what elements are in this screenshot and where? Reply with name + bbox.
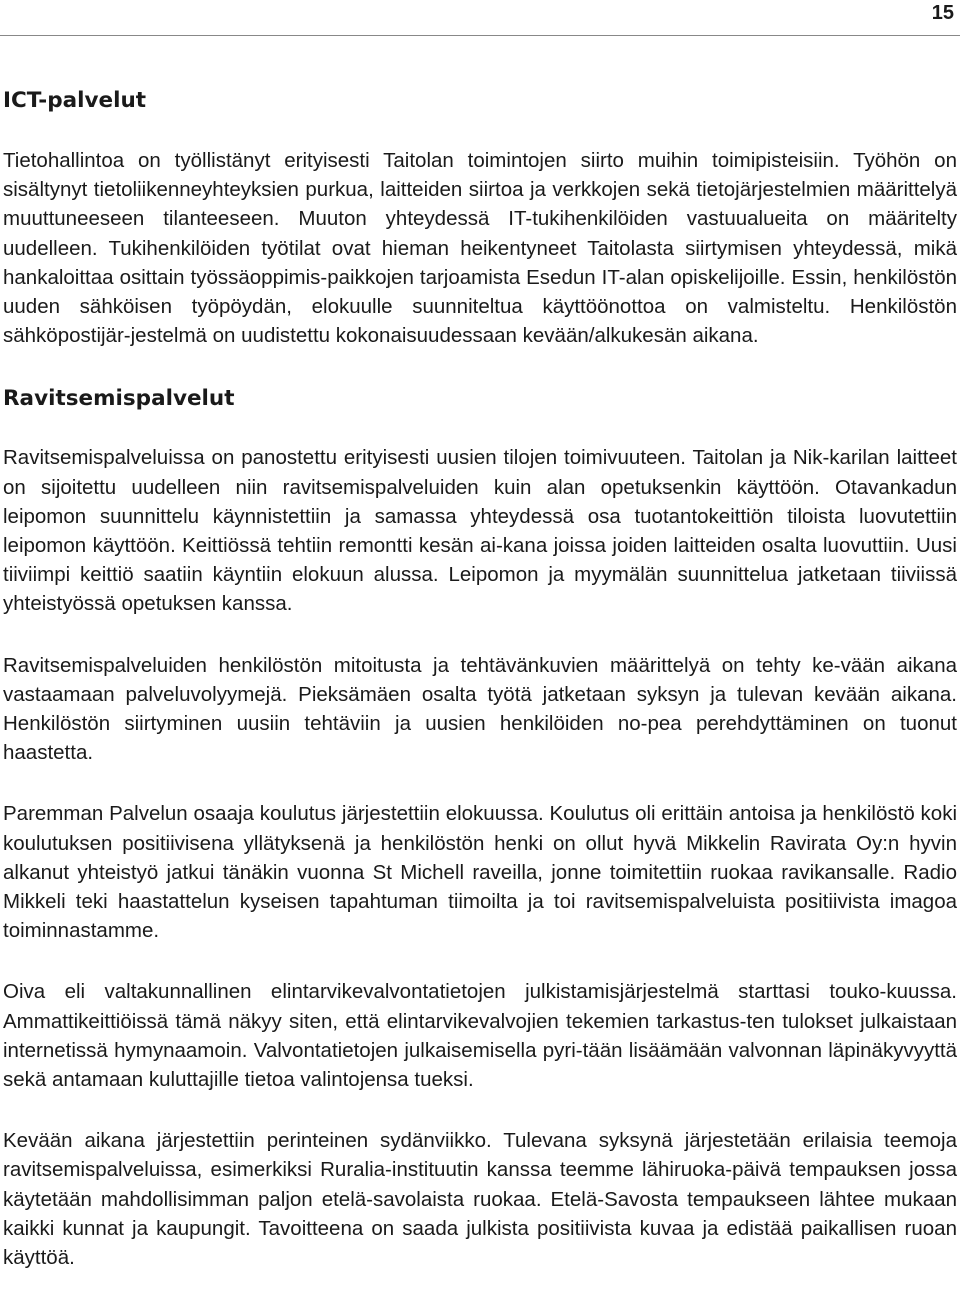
- paragraph: Paremman Palvelun osaaja koulutus järjestettiin elokuussa. Koulutus oli erittäin antoisa ja henkilöstö koki koulutuksen positiivisena yllätyksenä ja henkilöstön henki on ollut hyvä Mikkelin Ravirata Oy:n hyvin alkanut yhteistyö jatkui tänäkin vuonna St Michell raveilla, jonne toimitettiin ruokaa ravikansalle. Radio Mikkeli teki haastattelun kyseisen tapahtuman tiimoilta ja toi ravitsemispalveluista positiivista imagoa toiminnastamme.: [3, 802, 957, 943]
- paragraph: Ravitsemispalveluissa on panostettu erityisesti uusien tilojen toimivuuteen. Taitolan ja Nik-karilan laitteet on sijoitettu uudelleen niin ravitsemispalveluiden kuin alan opetuksenkin käyttöön. Otavankadun leipomon suunnittelu käynnistettiin ja samassa yhteydessä osa tuotantokeittiön tiloista luovutettiin leipomon käyttöön. Keittiössä tehtiin remontti kesän ai-kana joissa joiden laitteiden osalta luovuttiin. Uusi tiiviimpi keittiö saatiin käyntiin elokuun alussa. Leipomon ja myymälän suunnittelua jatketaan tiiviissä yhteistyössä opetuksen kanssa.: [3, 446, 957, 616]
- paragraph: Ravitsemispalveluiden henkilöstön mitoitusta ja tehtävänkuvien määrittelyä on tehty ke-vään aikana vastaamaan palveluvolyymejä. Pieksämäen osalta työtä jatketaan syksyn ja tulevan kevään aikana. Henkilöstön siirtyminen uusiin tehtäviin ja uusien henkilöiden no-pea perehdyttäminen on tuonut haastetta.: [3, 653, 957, 765]
- document-body: [3, 84, 957, 1272]
- page-number: 15: [931, 2, 954, 24]
- paragraph: Oiva eli valtakunnallinen elintarvikevalvontatietojen julkistamisjärjestelmä starttasi touko-kuussa. Ammattikeittiöissä tämä näkyy siten, että elintarvikevalvojien tekemien tarkastus-ten tulokset julkaistaan internetissä hymynaamoin. Valvontatietojen julkaisemisella pyri-tään lisäämään valvonnan läpinäkyvyyttä sekä antamaan kuluttajille tietoa valintojensa tueksi.: [3, 980, 957, 1092]
- section-ravitsemispalvelut: [3, 382, 957, 1272]
- section-heading: ICT-palvelut: [3, 88, 147, 113]
- page-header: [0, 0, 960, 36]
- paragraph: Kevään aikana järjestettiin perinteinen sydänviikko. Tulevana syksynä järjestetään erilaisia teemoja ravitsemispalveluissa, esimerkiksi Ruralia-instituutin kanssa teemme lähiruoka-päivä tempauksen jossa käytetään mahdollisimman paljon etelä-savolaista ruokaa. Etelä-Savosta tempaukseen lähtee mukaan kaikki kunnat ja kaupungit. Tavoitteena on saada julkista positiivista kuvaa ja edistää paikallisen ruoan käyttöä.: [3, 1129, 957, 1270]
- section-heading: Ravitsemispalvelut: [3, 386, 235, 412]
- section-ict-palvelut: [3, 84, 957, 350]
- paragraph: Tietohallintoa on työllistänyt erityisesti Taitolan toimintojen siirto muihin toimipisteisiin. Työhön on sisältynyt tietoliikenneyhteyksien purkua, laitteiden siirtoa ja verkkojen sekä tietojärjestelmien määrittelyä muuttuneeseen tilanteeseen. Muuton yhteydessä IT-tukihenkilöiden vastuualueita on määritelty uudelleen. Tukihenkilöiden työtilat ovat hieman heikentyneet Taitolasta siirtymisen yhteydessä, mikä hankaloittaa osittain työssäoppimis-paikkojen tarjoamista Esedun IT-alan opiskelijoille. Essin, henkilöstön uuden sähköisen työpöydän, elokuulle suunniteltua käyttöönottoa on valmisteltu. Henkilöstön sähköpostijär-jestelmä on uudistettu kokonaisuudessaan kevään/alkukesän aikana.: [3, 149, 957, 348]
